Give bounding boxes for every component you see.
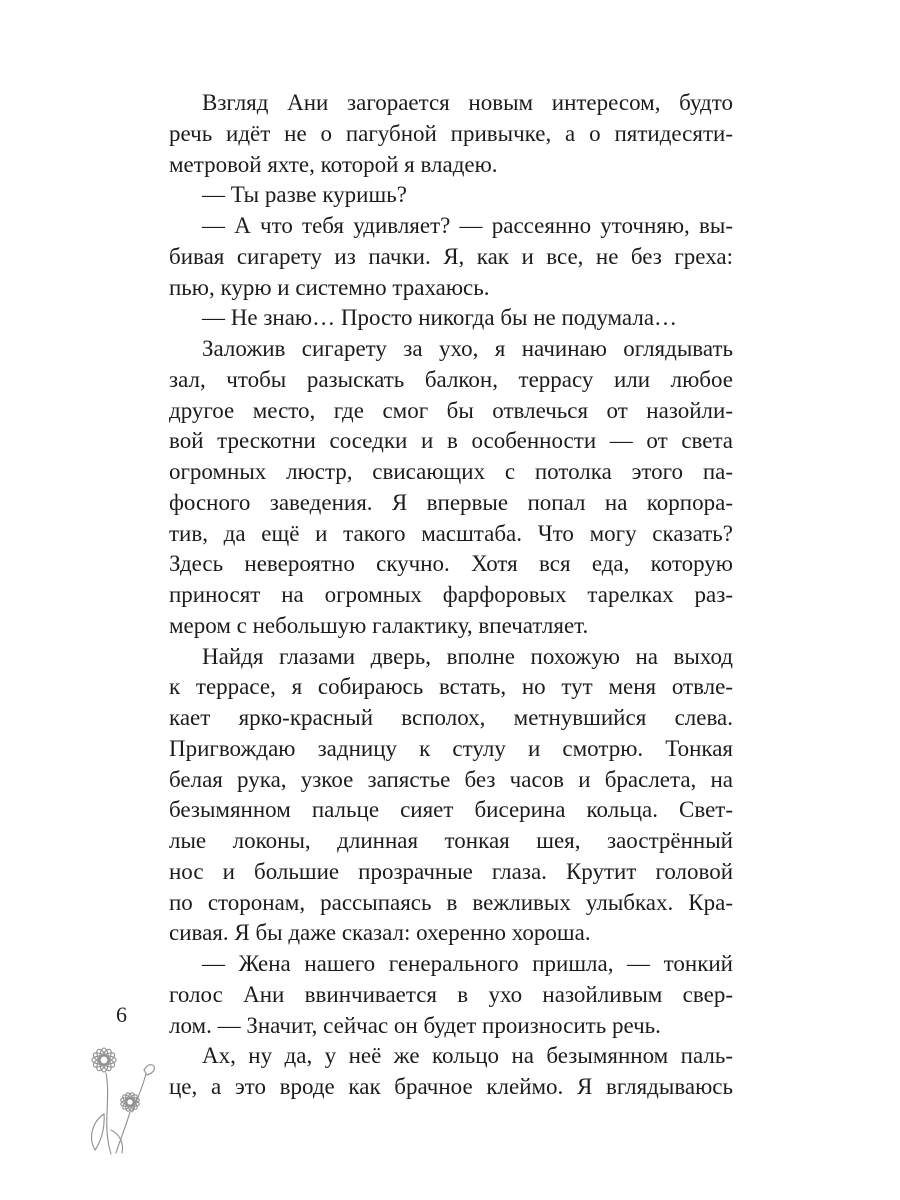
text-line: Взгляд Ани загорается новым интересом, будто	[202, 90, 733, 115]
text-line: огромных люстр, свисающих с потолка этого па-	[169, 459, 733, 484]
text-line: — А что тебя удивляет? — рассеянно уточняю, вы-	[202, 213, 733, 238]
text-line: белая рука, узкое запястье без часов и браслета, на	[169, 766, 733, 792]
text-line: Найдя глазами дверь, вполне похожую на выход	[202, 643, 733, 669]
text-line: Здесь невероятно скучно. Хотя вся еда, которую	[169, 551, 733, 577]
paragraph	[169, 642, 733, 950]
text-line: метровой яхте, которой я владею.	[169, 151, 498, 177]
text-line: пью, курю и системно трахаюсь.	[169, 274, 490, 300]
text-line: лые локоны, длинная тонкая шея, заострённый	[169, 828, 733, 853]
text-line: голос Ани ввинчивается в ухо назойливым свер-	[169, 981, 733, 1007]
text-line: — Жена нашего генерального пришла, — тонкий	[202, 951, 733, 976]
text-line: кает ярко-красный всполох, метнувшийся слева.	[169, 705, 733, 730]
text-line: — Ты разве куришь?	[202, 182, 407, 208]
text-line: к террасе, я собираюсь встать, но тут меня отвле-	[169, 674, 733, 700]
paragraph	[169, 949, 733, 1041]
text-line: Ах, ну да, у неё же кольцо на безымянном паль-	[202, 1043, 733, 1069]
text-line: сивая. Я бы даже сказал: охеренно хороша.	[169, 920, 591, 946]
text-line: бивая сигарету из пачки. Я, как и все, не без греха:	[169, 243, 733, 269]
text-line: — Не знаю… Просто никогда бы не подумала…	[202, 305, 678, 331]
paragraph	[169, 303, 733, 334]
paragraph	[169, 334, 733, 642]
text-line: Пригвождаю задницу к стулу и смотрю. Тонкая	[169, 735, 733, 761]
text-line: другое место, где смог бы отвлечься от назойли-	[169, 397, 733, 423]
text-line: по сторонам, рассыпаясь в вежливых улыбках. Кра-	[169, 889, 733, 915]
flower-sketch-illustration	[78, 1040, 168, 1160]
text-line: вой трескотни соседки и в особенности — от света	[169, 428, 733, 454]
text-line: речь идёт не о пагубной привычке, а о пятидесяти-	[169, 120, 733, 146]
page-number: 6	[116, 1002, 127, 1027]
text-column	[169, 88, 733, 1103]
paragraph	[169, 88, 733, 180]
text-line: безымянном пальце сияет бисерина кольца. Свет-	[169, 797, 733, 823]
text-line: це, а это вроде как брачное клеймо. Я вглядываюсь	[169, 1074, 733, 1099]
text-line: приносят на огромных фарфоровых тарелках раз-	[169, 582, 733, 607]
text-line: тив, да ещё и такого масштаба. Что могу сказать?	[169, 520, 733, 546]
text-line: нос и большие прозрачные глаза. Крутит головой	[169, 858, 733, 884]
paragraph	[169, 211, 733, 303]
paragraph	[169, 1041, 733, 1103]
text-line: мером с небольшую галактику, впечатляет.	[169, 612, 589, 638]
paragraph	[169, 180, 733, 211]
text-line: лом. — Значит, сейчас он будет произносить речь.	[169, 1012, 661, 1038]
text-line: фосного заведения. Я впервые попал на корпора-	[169, 489, 733, 515]
text-line: Заложив сигарету за ухо, я начинаю оглядывать	[202, 336, 733, 361]
text-line: зал, чтобы разыскать балкон, террасу или любое	[169, 366, 733, 392]
